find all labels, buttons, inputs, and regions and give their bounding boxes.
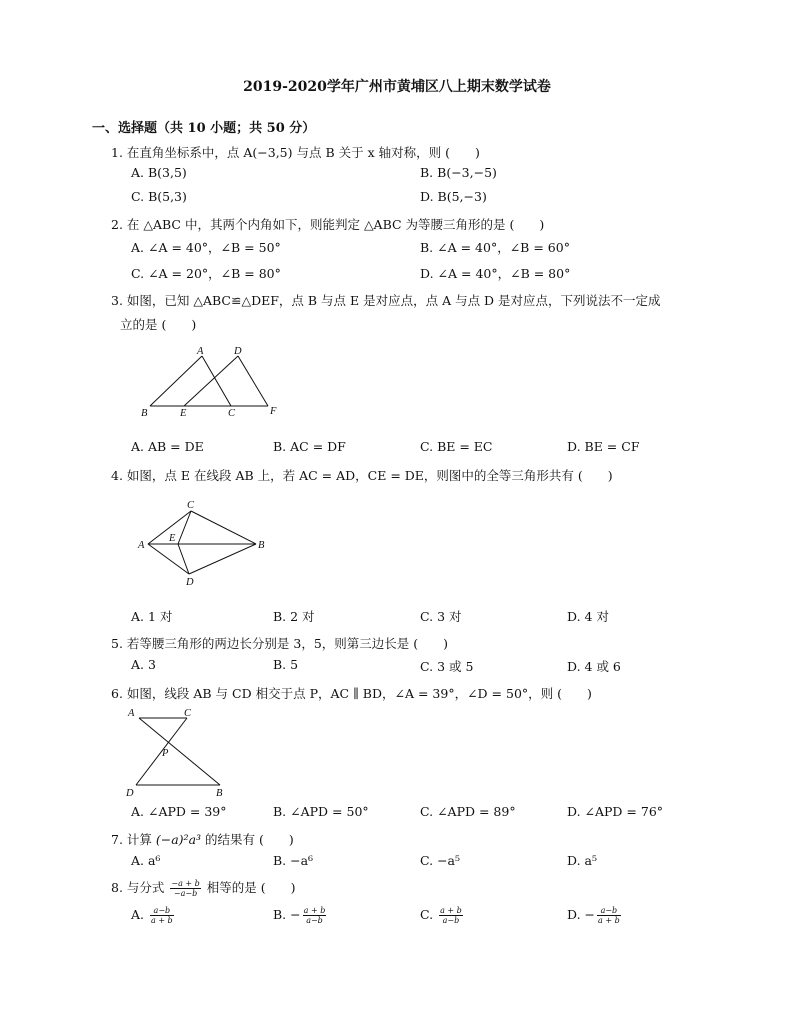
q7-stem-prefix: 7. 计算 [111, 832, 156, 847]
segment-BA [150, 356, 202, 406]
q2-option-a[interactable]: A. ∠A = 40°，∠B = 50° [131, 240, 281, 255]
question-6-stem: 6. 如图，线段 AB 与 CD 相交于点 P，AC ∥ BD，∠A = 39°，∠D = 50°，则 ( ) [111, 686, 592, 701]
q8-fraction [170, 879, 200, 898]
q1-option-c[interactable]: C. B(5,3) [131, 189, 187, 204]
page-title: 2019-2020学年广州市黄埔区八上期末数学试卷 [243, 79, 551, 95]
figure-congruent-triangles [138, 344, 288, 422]
q8-stem-prefix: 8. 与分式 [111, 880, 169, 895]
q8-option-b-sign: − [290, 907, 301, 922]
q7-stem-suffix: 的结果有 ( ) [201, 832, 294, 847]
segment-AC [202, 356, 231, 406]
label-E: E [180, 408, 187, 419]
section-heading: 一、选择题（共 10 小题；共 50 分） [92, 121, 316, 136]
label-B: B [141, 408, 148, 419]
q5-option-a[interactable]: A. 3 [131, 657, 156, 672]
q8-option-a-fraction [150, 906, 174, 925]
q7-option-b[interactable]: B. −a⁶ [273, 853, 314, 868]
q3-option-a[interactable]: A. AB = DE [131, 439, 204, 454]
q2-option-d[interactable]: D. ∠A = 40°，∠B = 80° [420, 266, 571, 281]
q8-option-a-numerator: a−b [150, 906, 174, 916]
segment-CB [191, 511, 256, 544]
q8-option-c-fraction [439, 906, 463, 925]
q8-option-c-numerator: a + b [440, 906, 462, 915]
q8-option-c-label: C. [420, 907, 434, 922]
label-C: C [228, 408, 236, 419]
q4-option-b[interactable]: B. 2 对 [273, 609, 315, 624]
q8-option-d-numerator: a−b [597, 906, 621, 916]
label-C: C [184, 708, 192, 719]
question-3-stem: 3. 如图，已知 △ABC≌△DEF，点 B 与点 E 是对应点，点 A 与点 D 是对应点，下列说法不一定成 [111, 293, 661, 308]
question-2-stem: 2. 在 △ABC 中，其两个内角如下，则能判定 △ABC 为等腰三角形的是 ( ) [111, 217, 545, 232]
q7-option-d[interactable]: D. a⁵ [567, 853, 597, 868]
q1-option-d[interactable]: D. B(5,−3) [420, 189, 487, 204]
q8-stem-suffix: 相等的是 ( ) [202, 880, 296, 895]
segment-ED [184, 356, 238, 406]
q8-option-a-denominator: a + b [151, 916, 173, 925]
q8-option-b-label: B. [273, 907, 287, 922]
question-1-stem: 1. 在直角坐标系中，点 A(−3,5) 与点 B 关于 x 轴对称，则 ( ) [111, 145, 480, 160]
q6-option-b[interactable]: B. ∠APD = 50° [273, 804, 369, 819]
label-D: D [126, 788, 134, 799]
q8-option-c[interactable] [420, 906, 465, 925]
q8-option-d[interactable] [567, 906, 623, 925]
q3-option-d[interactable]: D. BE = CF [567, 439, 640, 454]
q7-expression: (−a)²a³ [155, 832, 202, 847]
label-D: D [186, 577, 194, 588]
q6-option-c[interactable]: C. ∠APD = 89° [420, 804, 516, 819]
q4-option-c[interactable]: C. 3 对 [420, 609, 462, 624]
label-A: A [138, 540, 145, 551]
q8-option-c-denominator: a−b [442, 916, 460, 925]
question-3-stem-cont: 立的是 ( ) [120, 317, 197, 332]
label-C: C [187, 500, 195, 511]
label-D: D [234, 346, 242, 357]
segment-AD [148, 544, 189, 574]
q8-option-d-fraction [597, 906, 621, 925]
q8-option-b-fraction [303, 906, 327, 925]
label-A: A [128, 708, 135, 719]
label-P: P [162, 748, 169, 759]
q7-option-c[interactable]: C. −a⁵ [420, 853, 461, 868]
q6-option-d[interactable]: D. ∠APD = 76° [567, 804, 664, 819]
q8-option-d-label: D. [567, 907, 581, 922]
q7-option-a[interactable]: A. a⁶ [131, 853, 161, 868]
q4-option-d[interactable]: D. 4 对 [567, 609, 609, 624]
q1-option-a[interactable]: A. B(3,5) [131, 165, 187, 180]
q8-option-a[interactable] [131, 906, 176, 925]
question-4-stem: 4. 如图，点 E 在线段 AB 上，若 AC = AD，CE = DE，则图中的全等三角形共有 ( ) [111, 468, 613, 483]
q8-fraction-denominator: −a−b [173, 889, 198, 898]
label-F: F [270, 406, 277, 417]
q6-option-a[interactable]: A. ∠APD = 39° [131, 804, 227, 819]
q5-option-c[interactable]: C. 3 或 5 [420, 659, 474, 674]
q8-option-a-label: A. [131, 907, 145, 922]
question-5-stem: 5. 若等腰三角形的两边长分别是 3，5，则第三边长是 ( ) [111, 636, 449, 651]
q5-option-d[interactable]: D. 4 或 6 [567, 659, 621, 674]
q2-option-c[interactable]: C. ∠A = 20°，∠B = 80° [131, 266, 281, 281]
q8-option-d-sign: − [584, 907, 596, 922]
label-B: B [216, 788, 223, 799]
q8-option-b-numerator: a + b [303, 906, 326, 915]
question-8-stem [111, 878, 295, 898]
question-7-stem [111, 830, 294, 848]
segment-DB [189, 544, 256, 574]
q2-option-b[interactable]: B. ∠A = 40°，∠B = 60° [420, 240, 570, 255]
figure-kite [134, 496, 274, 588]
q8-option-b-denominator: a−b [306, 916, 323, 925]
q8-option-d-denominator: a + b [598, 916, 620, 925]
label-B: B [258, 540, 265, 551]
q8-fraction-numerator: −a + b [171, 879, 200, 888]
q8-option-b[interactable] [273, 906, 328, 925]
label-A: A [197, 346, 204, 357]
q3-option-c[interactable]: C. BE = EC [420, 439, 493, 454]
figure-intersecting-segments [122, 703, 234, 801]
q3-option-b[interactable]: B. AC = DF [273, 439, 346, 454]
segment-DF [238, 356, 268, 406]
label-E: E [169, 533, 176, 544]
q1-option-b[interactable]: B. B(−3,−5) [420, 165, 497, 180]
q4-option-a[interactable]: A. 1 对 [131, 609, 173, 624]
q5-option-b[interactable]: B. 5 [273, 657, 299, 672]
